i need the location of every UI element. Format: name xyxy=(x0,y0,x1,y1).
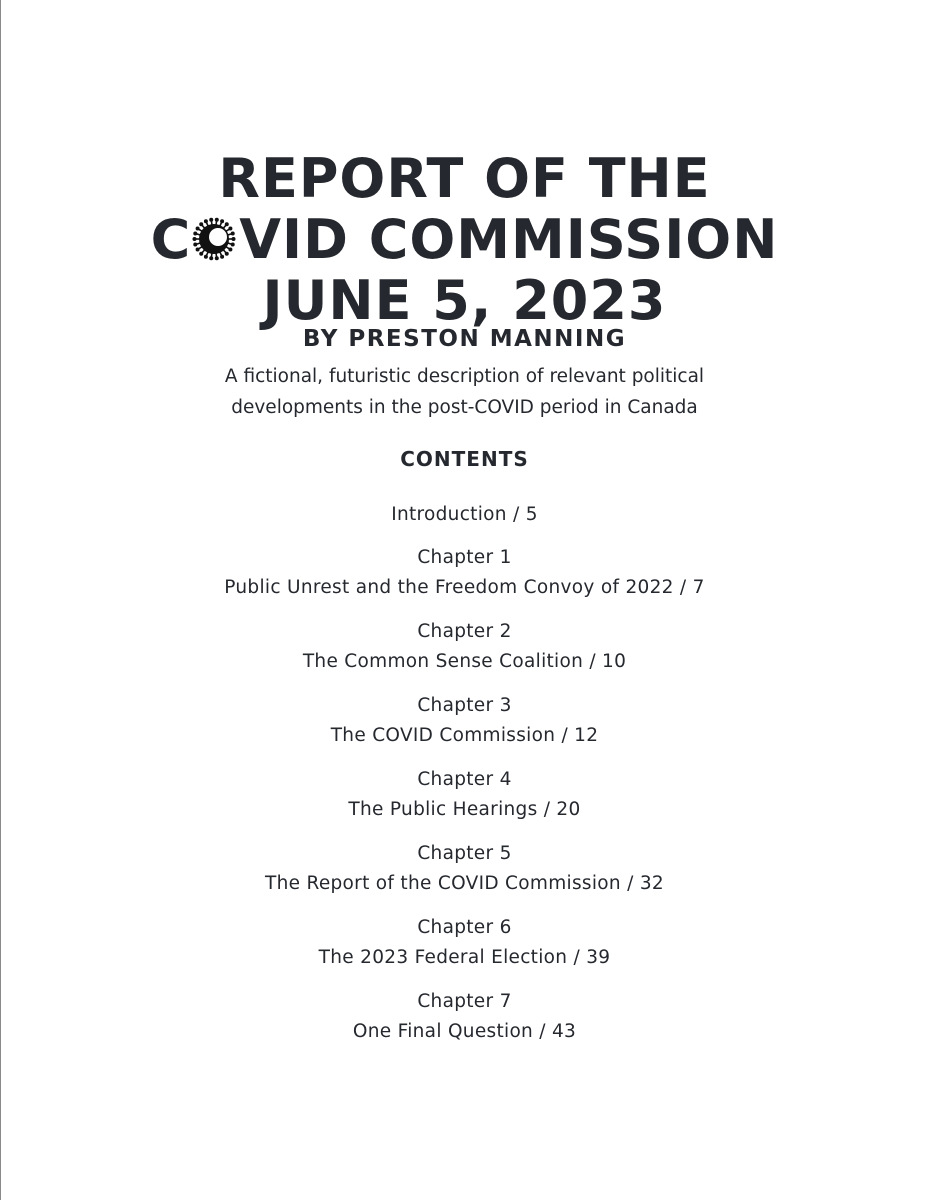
toc-chapter-1 xyxy=(1,543,927,604)
subtitle xyxy=(1,361,927,423)
toc-chapter-title: The Common Sense Coalition / 10 xyxy=(302,651,627,672)
toc-chapter-title: Public Unrest and the Freedom Convoy of 2022 / 7 xyxy=(224,577,705,598)
toc-chapter-label: Chapter 5 xyxy=(417,842,512,864)
toc-chapter-label: Chapter 4 xyxy=(417,768,512,790)
title-line-3: JUNE 5, 2023 xyxy=(262,269,667,333)
toc-chapter-title: The Report of the COVID Commission / 32 xyxy=(265,873,664,894)
subtitle-line-1: A fictional, futuristic description of relevant political xyxy=(224,366,705,387)
subtitle-line-2: developments in the post-COVID period in Canada xyxy=(231,397,698,418)
toc-chapter-label: Chapter 2 xyxy=(417,620,512,642)
title-line-2-first-letter: C xyxy=(150,208,192,272)
document-title xyxy=(1,148,927,331)
toc-chapter-6 xyxy=(1,913,927,974)
title-line-2 xyxy=(1,209,927,270)
toc-chapter-label: Chapter 6 xyxy=(417,916,512,938)
coronavirus-icon xyxy=(191,217,237,261)
toc-chapter-title: One Final Question / 43 xyxy=(352,1021,577,1042)
toc-chapter-label: Chapter 7 xyxy=(417,990,512,1012)
toc-chapter-5 xyxy=(1,839,927,900)
title-line-1: REPORT OF THE xyxy=(218,147,711,211)
toc-introduction: Introduction / 5 xyxy=(391,504,538,525)
author-byline: BY PRESTON MANNING xyxy=(302,326,627,352)
contents-heading: CONTENTS xyxy=(400,447,529,471)
toc-chapter-label: Chapter 3 xyxy=(417,694,512,716)
toc-chapter-label: Chapter 1 xyxy=(417,546,512,568)
toc-chapter-title: The 2023 Federal Election / 39 xyxy=(318,947,611,968)
toc-chapter-2 xyxy=(1,617,927,678)
toc-chapter-7 xyxy=(1,987,927,1048)
toc-chapter-3 xyxy=(1,691,927,752)
toc-chapter-title: The Public Hearings / 20 xyxy=(348,799,581,820)
toc-chapter-title: The COVID Commission / 12 xyxy=(330,725,599,746)
toc-chapter-4 xyxy=(1,765,927,826)
title-line-2-rest: VID COMMISSION xyxy=(239,208,779,272)
table-of-contents xyxy=(1,500,927,1061)
